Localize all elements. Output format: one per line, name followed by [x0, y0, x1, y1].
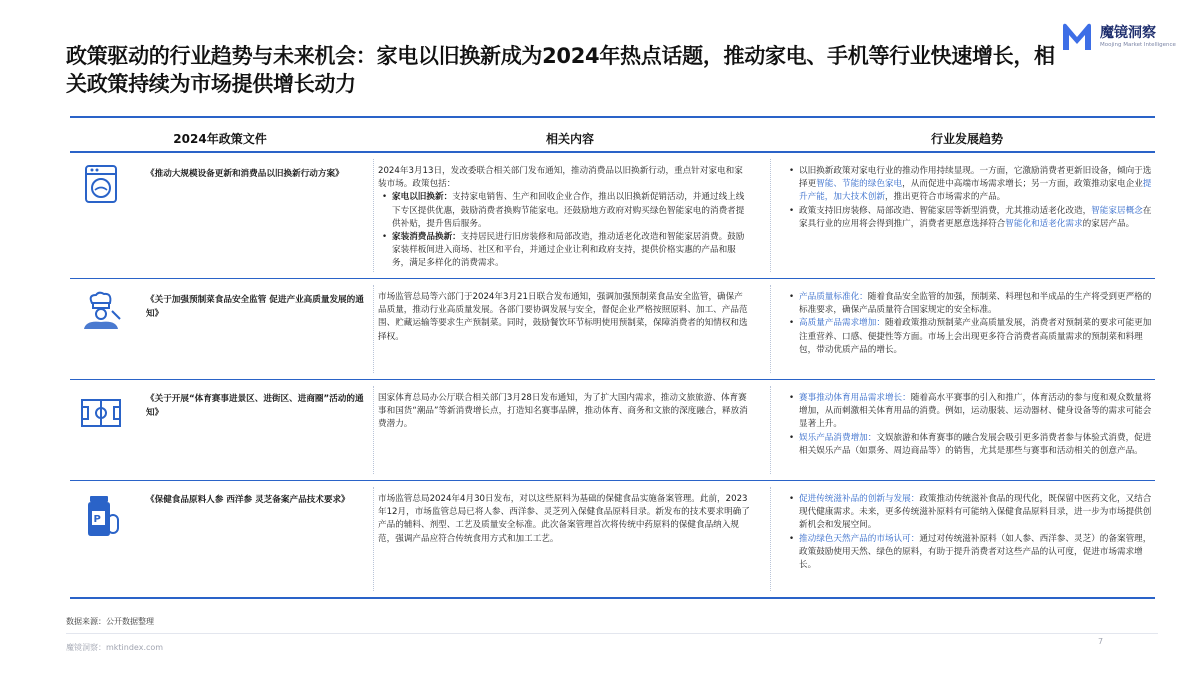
column-divider: [770, 159, 771, 272]
trend-bullet: [785, 165, 1153, 205]
column-divider: [770, 386, 771, 474]
trend-text: ，推出更符合市场需求的产品。: [884, 192, 1006, 203]
policy-title: 《推动大规模设备更新和消费品以旧换新行动方案》: [146, 169, 344, 179]
trend-bullet: [785, 432, 1153, 458]
trend-bullet: [785, 533, 1153, 573]
brand-logo: [1060, 18, 1180, 62]
column-divider: [373, 487, 374, 591]
trend-highlight: 智能家居概念: [1091, 205, 1143, 216]
trend-highlight: 高质量产品需求增加：: [799, 318, 885, 329]
svg-text:P: P: [93, 514, 101, 525]
column-header-content: 相关内容: [545, 132, 594, 146]
footer-divider: [66, 633, 1158, 634]
trend-highlight: 提升产能，加大技术创新: [799, 179, 1152, 203]
data-source: 数据来源：公开数据整理: [66, 617, 154, 626]
content-intro: 2024年3月13日，发改委联合相关部门发布通知，推动消费品以旧换新行动，重点针对家电和家装市场。政策包括：: [378, 166, 743, 190]
column-divider: [770, 285, 771, 373]
bullet-head: 家电以旧换新：: [392, 192, 453, 203]
content-intro: 市场监管总局2024年4月30日发布，对以这些原料为基础的保健食品实施备案管理。此前，2023年12月，市场监管总局已将人参、西洋参、灵芝列入保健食品原料目录。新发布的技术要求明确了产品的辅料、剂型、工艺及质量安全标准。此次备案管理首次将传统中药原料的保健食品纳入规范，强调产品应符合传统食用方式和加工工艺。: [378, 494, 750, 544]
column-divider: [373, 386, 374, 474]
trend-bullet: [785, 291, 1153, 317]
page-number: 7: [1098, 637, 1104, 646]
trend-content: [785, 165, 1153, 231]
column-divider: [770, 487, 771, 591]
page-title: 政策驱动的行业趋势与未来机会：家电以旧换新成为2024年热点话题，推动家电、手机等行业快速增长，相关政策持续为市场提供增长动力: [66, 44, 1055, 96]
trend-text: 随着食品安全监管的加强，预制菜、料理包和半成品的生产将受到更严格的标准要求，确保产品质量符合国家规定的安全标准。: [799, 292, 1152, 316]
trend-content: [785, 493, 1153, 572]
trend-text: 以旧换新政策对家电行业的推动作用持续显现。一方面，它激励消费者更新旧设备，倾向于选择更: [799, 166, 1152, 190]
trend-bullet: [785, 317, 1153, 357]
trend-highlight: 促进传统滋补品的创新与发展：: [799, 494, 920, 504]
bullet-text: 支持居民进行旧房装修和局部改造，推动适老化改造和智能家居消费。鼓励家装样板间进入商场、社区和平台，并通过企业让利和政府支持，提供价格实惠的产品和服务，满足多样化的消费需求。: [392, 232, 745, 269]
policy-table: [70, 116, 1155, 599]
trend-highlight: 智能化和适老化需求: [1005, 218, 1083, 229]
policy-content: [378, 392, 750, 432]
content-intro: 市场监管总局等六部门于2024年3月21日联合发布通知，强调加强预制菜食品安全监管，确保产品质量，推动行业高质量发展。各部门要协调发展与安全，督促企业严格按照原料、加工、产品范围、贮藏运输等要求生产预制菜。同时，鼓励餐饮环节标明使用预制菜，保障消费者的知情权和选择权。: [378, 292, 748, 342]
content-bullet: [378, 191, 750, 231]
policy-title: 《保健食品原料人参 西洋参 灵芝备案产品技术要求》: [146, 495, 350, 505]
trend-highlight: 智能、节能的绿色家电: [816, 179, 903, 190]
trend-text: 通过对传统滋补原料（如人参、西洋参、灵芝）的备案管理，政策鼓励使用天然、绿色的原料，有助于提升消费者对这些产品的认可度，促进市场需求增长。: [799, 533, 1152, 571]
trend-highlight: 娱乐产品消费增加：: [799, 432, 877, 443]
table-row: [70, 279, 1155, 379]
brand-name: 魔镜洞察: [1100, 25, 1156, 41]
column-header-trend: 行业发展趋势: [930, 132, 1003, 146]
trend-bullet: [785, 205, 1153, 231]
trend-text: 随着高水平赛事的引入和推广，体育活动的参与度和观众数量将增加，从而刺激相关体育用品的消费。例如，运动服装、运动器材、健身设备等的需求可能会显著上升。: [799, 393, 1152, 430]
sports-field-icon: [78, 390, 124, 436]
washing-machine-icon: [78, 161, 124, 207]
table-row: [70, 153, 1155, 278]
table-row: [70, 380, 1155, 480]
trend-highlight: 产品质量标准化：: [799, 292, 868, 302]
table-top-rule: [70, 116, 1155, 118]
trend-text: 在家具行业的应用将会得到推广，消费者更愿意选择符合: [799, 205, 1152, 229]
trend-text: 的家居产品。: [1082, 218, 1135, 229]
trend-bullet: [785, 392, 1153, 432]
column-header-policy: 2024年政策文件: [173, 132, 267, 146]
brand-logo-mark-icon: [1060, 20, 1094, 54]
policy-title: 《关于开展“体育赛事进景区、进街区、进商圈”活动的通知》: [146, 394, 364, 418]
brand-subtitle: Moojing Market Intelligence: [1100, 42, 1176, 48]
table-row: [70, 481, 1155, 597]
trend-text: 政策支持旧房装修、局部改造、智能家居等新型消费，尤其推动适老化改造，: [799, 205, 1092, 216]
trend-bullet: [785, 493, 1153, 533]
trend-text: 政策推动传统滋补食品的现代化，既保留中医药文化，又结合现代健康需求。未来，更多传统滋补原料有可能纳入保健食品原料目录，进一步为市场提供创新机会和发展空间。: [799, 494, 1152, 531]
trend-content: [785, 392, 1153, 458]
column-divider: [373, 285, 374, 373]
trend-text: 文娱旅游和体育赛事的融合发展会吸引更多消费者参与体验式消费，促进相关娱乐产品（如票务、周边商品等）的销售，尤其是那些与赛事和活动相关的创意产品。: [799, 432, 1152, 456]
table-bottom-rule: [70, 597, 1155, 599]
bullet-head: 家装消费品换新：: [392, 232, 461, 243]
policy-content: [378, 291, 750, 344]
trend-highlight: 推动绿色天然产品的市场认可：: [799, 533, 920, 544]
chef-icon: [78, 289, 124, 335]
content-bullet: [378, 231, 750, 271]
policy-content: [378, 165, 750, 271]
bullet-text: 支持家电销售、生产和回收企业合作，推出以旧换新促销活动，并通过线上线下专区提供优惠，鼓励消费者换购节能家电。还鼓励地方政府对购买绿色智能家电的消费者提供补贴，提升售后服务。: [392, 192, 745, 229]
column-divider: [373, 159, 374, 272]
content-intro: 国家体育总局办公厅联合相关部门3月28日发布通知，为了扩大国内需求，推动文旅旅游、体育赛事和国货“潮品”等新消费增长点，打造知名赛事品牌，推动体育、商务和文旅的深度融合，释放消费潜力。: [378, 393, 748, 430]
trend-text: ，从而促进中高端市场需求增长；另一方面，政策推动家电企业: [902, 179, 1143, 190]
trend-content: [785, 291, 1153, 357]
policy-title: 《关于加强预制菜食品安全监管 促进产业高质量发展的通知》: [146, 295, 364, 319]
trend-text: 随着政策推动预制菜产业高质量发展，消费者对预制菜的要求可能更加注重营养、口感、便捷性等方面。市场上会出现更多符合消费者高质量需求的预制菜和料理包，带动优质产品的增长。: [799, 318, 1152, 355]
footer-text: 魔镜洞察：mktindex.com: [66, 643, 164, 652]
policy-content: [378, 493, 750, 546]
trend-highlight: 赛事推动体育用品需求增长：: [799, 393, 911, 403]
supplement-bottle-icon: [78, 493, 124, 539]
